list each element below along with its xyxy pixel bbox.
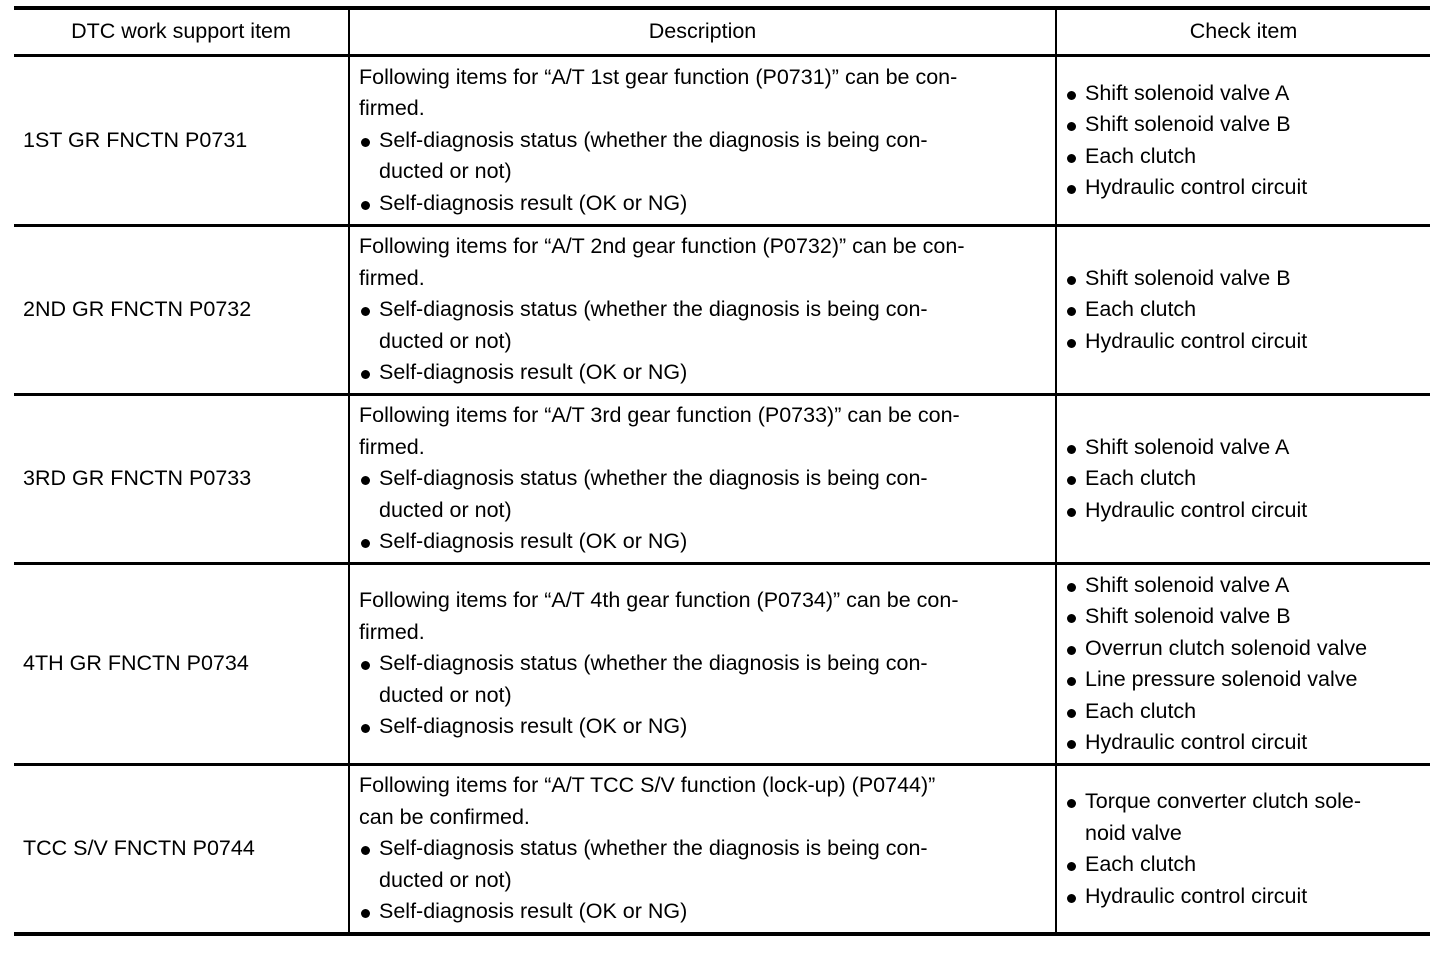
- description-bullet: Self-diagnosis result (OK or NG): [359, 711, 1045, 743]
- description-cell: [349, 765, 1056, 935]
- description-cell: [349, 395, 1056, 564]
- description-intro: Following items for “A/T 3rd gear function (P0733)” can be con- firmed.: [359, 403, 960, 459]
- description-cell: [349, 564, 1056, 765]
- description-bullet: Self-diagnosis result (OK or NG): [359, 896, 1045, 928]
- description-bullet: Self-diagnosis result (OK or NG): [359, 357, 1045, 389]
- check-item: Shift solenoid valve B: [1065, 601, 1430, 633]
- description-bullet-list: [359, 294, 1045, 389]
- table-row: [14, 56, 1430, 226]
- description-bullet: Self-diagnosis status (whether the diagnosis is being con- ducted or not): [359, 294, 1045, 357]
- check-item: Shift solenoid valve A: [1065, 570, 1430, 602]
- check-item: Overrun clutch solenoid valve: [1065, 633, 1430, 665]
- header-dtc-work-support-item: DTC work support item: [14, 8, 349, 56]
- check-item: Shift solenoid valve A: [1065, 78, 1430, 110]
- check-item: Hydraulic control circuit: [1065, 495, 1430, 527]
- work-support-item: 4TH GR FNCTN P0734: [14, 564, 349, 765]
- check-item: Hydraulic control circuit: [1065, 326, 1430, 358]
- description-bullet-list: [359, 463, 1045, 558]
- check-item: Shift solenoid valve A: [1065, 432, 1430, 464]
- description-bullet: Self-diagnosis status (whether the diagnosis is being con- ducted or not): [359, 125, 1045, 188]
- check-item: Hydraulic control circuit: [1065, 172, 1430, 204]
- table-row: [14, 395, 1430, 564]
- check-item: Each clutch: [1065, 849, 1430, 881]
- check-item: Each clutch: [1065, 463, 1430, 495]
- check-item-list: [1065, 570, 1430, 759]
- check-item: Each clutch: [1065, 294, 1430, 326]
- check-item: Each clutch: [1065, 696, 1430, 728]
- check-item: Hydraulic control circuit: [1065, 881, 1430, 913]
- check-item-list: [1065, 432, 1430, 527]
- description-bullet-list: [359, 833, 1045, 928]
- dtc-work-support-table: [14, 6, 1430, 936]
- header-row: [14, 8, 1430, 56]
- description-bullet-list: [359, 648, 1045, 743]
- check-item-cell: [1056, 226, 1430, 395]
- check-item-cell: [1056, 395, 1430, 564]
- description-bullet: Self-diagnosis result (OK or NG): [359, 526, 1045, 558]
- description-bullet: Self-diagnosis result (OK or NG): [359, 188, 1045, 220]
- check-item: Hydraulic control circuit: [1065, 727, 1430, 759]
- check-item-cell: [1056, 564, 1430, 765]
- check-item-list: [1065, 263, 1430, 358]
- check-item: Shift solenoid valve B: [1065, 263, 1430, 295]
- check-item: Line pressure solenoid valve: [1065, 664, 1430, 696]
- table-row: [14, 564, 1430, 765]
- check-item-list: [1065, 78, 1430, 204]
- description-intro: Following items for “A/T 2nd gear function (P0732)” can be con- firmed.: [359, 234, 965, 290]
- header-description: Description: [349, 8, 1056, 56]
- work-support-item: TCC S/V FNCTN P0744: [14, 765, 349, 935]
- description-intro: Following items for “A/T TCC S/V function (lock-up) (P0744)” can be confirmed.: [359, 773, 936, 829]
- check-item: Shift solenoid valve B: [1065, 109, 1430, 141]
- description-bullet-list: [359, 125, 1045, 220]
- table-row: [14, 226, 1430, 395]
- check-item-cell: [1056, 56, 1430, 226]
- work-support-item: 2ND GR FNCTN P0732: [14, 226, 349, 395]
- description-cell: [349, 226, 1056, 395]
- description-bullet: Self-diagnosis status (whether the diagnosis is being con- ducted or not): [359, 463, 1045, 526]
- description-bullet: Self-diagnosis status (whether the diagnosis is being con- ducted or not): [359, 833, 1045, 896]
- work-support-item: 3RD GR FNCTN P0733: [14, 395, 349, 564]
- check-item-list: [1065, 786, 1430, 912]
- description-intro: Following items for “A/T 1st gear function (P0731)” can be con- firmed.: [359, 64, 958, 121]
- description-cell: [349, 56, 1056, 226]
- header-check-item: Check item: [1056, 8, 1430, 56]
- description-intro: Following items for “A/T 4th gear function (P0734)” can be con- firmed.: [359, 588, 959, 644]
- work-support-item: 1ST GR FNCTN P0731: [23, 127, 248, 152]
- check-item: Each clutch: [1065, 141, 1430, 173]
- check-item-cell: [1056, 765, 1430, 935]
- check-item: Torque converter clutch sole- noid valve: [1065, 786, 1430, 849]
- table-row: [14, 765, 1430, 935]
- description-bullet: Self-diagnosis status (whether the diagnosis is being con- ducted or not): [359, 648, 1045, 711]
